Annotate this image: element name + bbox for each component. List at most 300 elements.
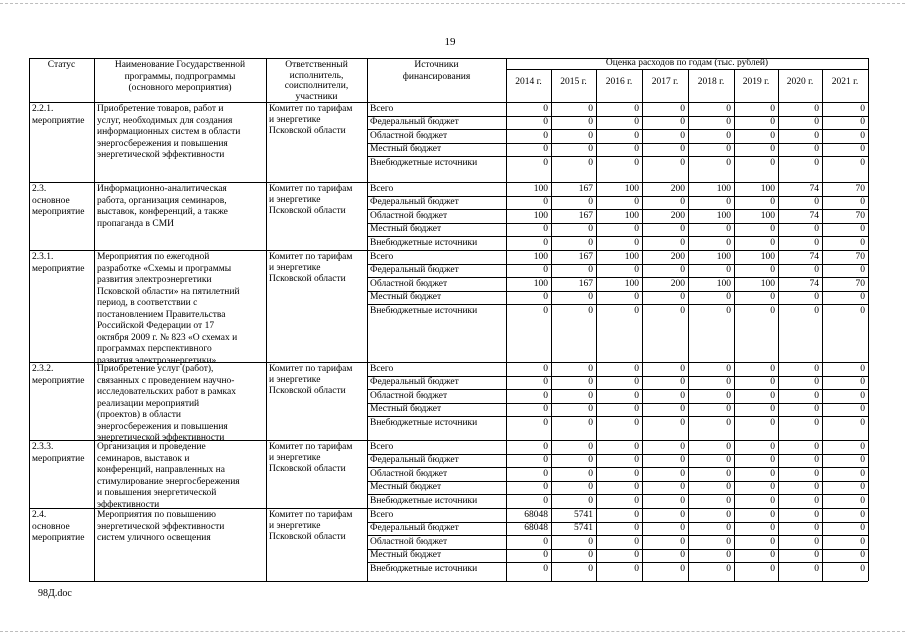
header-name-line: (основного мероприятия) [128, 83, 232, 93]
value-cell: 0 [588, 224, 593, 235]
value-cell: 0 [726, 144, 731, 155]
section-name-line: период, в соответствии с [97, 298, 198, 308]
value-cell: 0 [770, 550, 775, 561]
value-cell: 74 [809, 251, 819, 262]
value-cell: 0 [814, 157, 819, 168]
source-label: Местный бюджет [370, 550, 442, 561]
value-cell: 0 [543, 130, 548, 141]
value-cell: 0 [726, 482, 731, 493]
value-cell: 0 [814, 197, 819, 208]
header-year: 2016 г. [605, 77, 633, 87]
value-cell: 0 [814, 265, 819, 276]
value-cell: 0 [634, 265, 639, 276]
value-cell: 0 [726, 536, 731, 547]
source-label: Местный бюджет [370, 144, 442, 155]
value-cell: 0 [860, 265, 865, 276]
value-cell: 0 [543, 157, 548, 168]
value-cell: 0 [588, 363, 593, 374]
value-cell: 0 [680, 536, 685, 547]
value-cell: 0 [680, 292, 685, 303]
value-cell: 0 [726, 197, 731, 208]
value-cell: 0 [634, 468, 639, 479]
value-cell: 0 [680, 468, 685, 479]
value-cell: 0 [860, 455, 865, 466]
value-cell: 0 [634, 455, 639, 466]
value-cell: 0 [588, 144, 593, 155]
value-cell: 0 [543, 455, 548, 466]
value-cell: 0 [634, 404, 639, 415]
section-name-line: работа, организация семинаров, [97, 195, 227, 206]
value-cell: 167 [578, 183, 593, 194]
section-status: основное [32, 195, 70, 206]
value-cell: 0 [860, 563, 865, 574]
section-name-line: информационных систем в области [97, 127, 241, 137]
section-status: 2.3.1. [32, 252, 54, 262]
value-cell: 0 [814, 130, 819, 141]
value-cell: 0 [543, 550, 548, 561]
value-cell: 0 [680, 305, 685, 316]
section-executor-line: и энергетике [269, 115, 321, 126]
value-cell: 0 [680, 117, 685, 128]
source-label: Всего [370, 251, 394, 262]
section-name-line: Мероприятия по ежегодной [97, 252, 210, 262]
value-cell: 0 [860, 390, 865, 401]
value-cell: 0 [814, 468, 819, 479]
value-cell: 0 [680, 417, 685, 428]
section-name-line: развития электроэнергетики [97, 275, 212, 285]
value-cell: 0 [588, 237, 593, 248]
source-label: Всего [370, 363, 394, 374]
value-cell: 100 [716, 278, 731, 289]
value-cell: 100 [624, 251, 639, 262]
source-label: Всего [370, 183, 394, 194]
header-executor-line: соисполнители, [284, 81, 349, 91]
value-cell: 0 [543, 363, 548, 374]
scan-edge-bottom [0, 631, 905, 632]
value-cell: 0 [770, 482, 775, 493]
section-name-line: (проектов) в области [97, 410, 181, 420]
value-cell: 0 [634, 130, 639, 141]
source-label: Внебюджетные источники [370, 237, 478, 248]
value-cell: 0 [680, 482, 685, 493]
section-status: 2.4. [32, 510, 47, 520]
value-cell: 0 [588, 441, 593, 452]
value-cell: 0 [860, 550, 865, 561]
value-cell: 0 [860, 523, 865, 534]
value-cell: 0 [860, 482, 865, 493]
header-year: 2020 г. [786, 77, 814, 87]
value-cell: 0 [680, 563, 685, 574]
section-executor-line: Комитет по тарифам [269, 104, 353, 114]
source-label: Областной бюджет [370, 468, 448, 479]
value-cell: 0 [726, 265, 731, 276]
value-cell: 0 [726, 157, 731, 168]
value-cell: 0 [814, 509, 819, 520]
section-executor-line: и энергетике [269, 521, 321, 532]
value-cell: 0 [814, 563, 819, 574]
header-name-line: программы, подпрограммы [124, 71, 236, 82]
value-cell: 0 [543, 103, 548, 114]
value-cell: 68048 [524, 523, 548, 534]
value-cell: 100 [716, 210, 731, 221]
section-name-line: энергетической эффективности [97, 521, 225, 532]
value-cell: 0 [588, 417, 593, 428]
source-label: Федеральный бюджет [370, 377, 459, 388]
value-cell: 0 [770, 363, 775, 374]
section-executor-line: и энергетике [269, 375, 321, 386]
value-cell: 0 [543, 390, 548, 401]
value-cell: 0 [770, 237, 775, 248]
value-cell: 0 [770, 157, 775, 168]
value-cell: 0 [588, 377, 593, 388]
value-cell: 0 [726, 550, 731, 561]
source-label: Местный бюджет [370, 292, 442, 303]
section-name-line: Организация и проведение [97, 442, 206, 452]
table-border-right [868, 58, 869, 581]
value-cell: 0 [680, 197, 685, 208]
value-cell: 0 [770, 292, 775, 303]
value-cell: 0 [726, 417, 731, 428]
value-cell: 0 [726, 468, 731, 479]
value-cell: 0 [680, 377, 685, 388]
value-cell: 0 [543, 563, 548, 574]
header-executor-line: Ответственный [285, 60, 348, 70]
section-name-line: стимулирование энергосбережения [97, 476, 240, 487]
value-cell: 0 [634, 144, 639, 155]
value-cell: 0 [543, 495, 548, 506]
value-cell: 0 [860, 417, 865, 428]
value-cell: 0 [634, 305, 639, 316]
value-cell: 0 [860, 103, 865, 114]
section-executor-line: и энергетике [269, 195, 321, 206]
value-cell: 0 [726, 103, 731, 114]
value-cell: 0 [543, 404, 548, 415]
value-cell: 0 [770, 377, 775, 388]
table-column-line-3 [367, 58, 368, 581]
value-cell: 0 [680, 441, 685, 452]
value-cell: 0 [634, 103, 639, 114]
value-cell: 100 [533, 183, 548, 194]
value-cell: 0 [860, 117, 865, 128]
value-cell: 0 [814, 377, 819, 388]
section-name-line: программах перспективного [97, 344, 212, 354]
section-status: мероприятие [32, 453, 85, 464]
source-label: Всего [370, 441, 394, 452]
value-cell: 0 [543, 441, 548, 452]
section-name-line: реализации мероприятий [97, 398, 200, 409]
section-name-line: Приобретение товаров, работ и [97, 104, 224, 114]
value-cell: 70 [855, 183, 865, 194]
value-cell: 0 [814, 523, 819, 534]
value-cell: 0 [634, 363, 639, 374]
value-cell: 0 [634, 390, 639, 401]
value-cell: 0 [726, 292, 731, 303]
value-cell: 0 [588, 305, 593, 316]
section-name-line: развития электроэнергетики» [97, 355, 217, 366]
section-executor-line: Псковской области [269, 386, 346, 397]
section-executor-line: Комитет по тарифам [269, 184, 353, 194]
value-cell: 0 [726, 363, 731, 374]
value-cell: 0 [588, 130, 593, 141]
source-label: Внебюджетные источники [370, 157, 478, 168]
section-name-line: энергосбережения и повышения [97, 138, 228, 149]
section-name-line: и повышения энергетической [97, 488, 217, 498]
value-cell: 0 [680, 265, 685, 276]
header-year: 2014 г. [515, 77, 542, 87]
section-name-line: выставок, конференций, а также [97, 207, 228, 217]
value-cell: 0 [814, 550, 819, 561]
value-cell: 0 [814, 363, 819, 374]
value-cell: 0 [680, 363, 685, 374]
source-label: Всего [370, 509, 394, 520]
value-cell: 0 [588, 404, 593, 415]
value-cell: 0 [770, 563, 775, 574]
value-cell: 0 [814, 417, 819, 428]
value-cell: 0 [726, 237, 731, 248]
value-cell: 200 [670, 251, 685, 262]
value-cell: 0 [860, 144, 865, 155]
value-cell: 70 [855, 251, 865, 262]
value-cell: 0 [726, 130, 731, 141]
value-cell: 0 [814, 390, 819, 401]
value-cell: 0 [543, 305, 548, 316]
header-executor-line: исполнитель, [289, 70, 344, 81]
value-cell: 0 [814, 441, 819, 452]
value-cell: 0 [860, 292, 865, 303]
value-cell: 167 [578, 278, 593, 289]
header-sources-line: финансирования [402, 71, 471, 82]
value-cell: 0 [588, 455, 593, 466]
value-cell: 0 [634, 377, 639, 388]
value-cell: 0 [770, 523, 775, 534]
value-cell: 0 [860, 237, 865, 248]
value-cell: 100 [716, 183, 731, 194]
value-cell: 0 [860, 404, 865, 415]
value-cell: 0 [588, 550, 593, 561]
value-cell: 0 [543, 237, 548, 248]
value-cell: 0 [680, 237, 685, 248]
scan-edge-top [0, 3, 905, 4]
value-cell: 100 [533, 251, 548, 262]
value-cell: 0 [860, 363, 865, 374]
value-cell: 0 [770, 441, 775, 452]
value-cell: 0 [680, 157, 685, 168]
value-cell: 0 [634, 482, 639, 493]
value-cell: 0 [726, 563, 731, 574]
value-cell: 0 [726, 390, 731, 401]
source-label: Местный бюджет [370, 482, 442, 493]
header-year: 2018 г. [697, 77, 725, 87]
value-cell: 0 [588, 103, 593, 114]
value-cell: 0 [634, 495, 639, 506]
value-cell: 0 [726, 455, 731, 466]
value-cell: 0 [770, 117, 775, 128]
source-label: Федеральный бюджет [370, 523, 459, 534]
section-name-line: постановлением Правительства [97, 309, 226, 320]
value-cell: 70 [855, 210, 865, 221]
section-executor-line: Псковской области [269, 126, 346, 137]
value-cell: 0 [814, 292, 819, 303]
source-label: Внебюджетные источники [370, 305, 478, 316]
value-cell: 0 [543, 468, 548, 479]
source-label: Федеральный бюджет [370, 117, 459, 128]
value-cell: 0 [860, 441, 865, 452]
section-executor-line: Комитет по тарифам [269, 364, 353, 374]
value-cell: 0 [634, 197, 639, 208]
source-label: Местный бюджет [370, 404, 442, 415]
value-cell: 0 [726, 377, 731, 388]
value-cell: 0 [588, 563, 593, 574]
source-label: Внебюджетные источники [370, 495, 478, 506]
value-cell: 0 [680, 130, 685, 141]
value-cell: 0 [860, 197, 865, 208]
value-cell: 0 [814, 103, 819, 114]
value-cell: 0 [726, 509, 731, 520]
value-cell: 0 [634, 417, 639, 428]
value-cell: 0 [543, 536, 548, 547]
value-cell: 167 [578, 210, 593, 221]
section-name-line: энергетической эффективности [97, 433, 225, 443]
section-status: мероприятие [32, 263, 85, 274]
value-cell: 0 [860, 157, 865, 168]
value-cell: 0 [770, 417, 775, 428]
value-cell: 0 [680, 509, 685, 520]
value-cell: 100 [624, 278, 639, 289]
section-status: основное [32, 521, 70, 532]
value-cell: 0 [588, 495, 593, 506]
value-cell: 0 [588, 468, 593, 479]
table-column-line-1 [94, 58, 95, 581]
file-name: 98Д.doc [38, 588, 72, 599]
value-cell: 0 [814, 237, 819, 248]
value-cell: 0 [770, 509, 775, 520]
value-cell: 68048 [524, 509, 548, 520]
section-name-line: семинаров, выставок и [97, 453, 190, 464]
section-executor-line: Псковской области [269, 206, 346, 217]
table-column-line-2 [266, 58, 267, 581]
value-cell: 200 [670, 210, 685, 221]
value-cell: 100 [533, 210, 548, 221]
value-cell: 0 [634, 563, 639, 574]
value-cell: 0 [680, 404, 685, 415]
value-cell: 100 [624, 183, 639, 194]
value-cell: 0 [634, 157, 639, 168]
section-bottom-border [29, 581, 868, 582]
value-cell: 0 [634, 117, 639, 128]
value-cell: 100 [760, 251, 775, 262]
value-cell: 0 [814, 144, 819, 155]
value-cell: 200 [670, 183, 685, 194]
value-cell: 0 [543, 377, 548, 388]
value-cell: 0 [543, 224, 548, 235]
value-cell: 0 [543, 144, 548, 155]
page-number: 19 [444, 36, 456, 48]
value-cell: 0 [588, 482, 593, 493]
section-status: 2.2.1. [32, 104, 54, 114]
section-executor-line: и энергетике [269, 453, 321, 464]
header-year: 2017 г. [651, 77, 679, 87]
header-name-line: Наименование Государственной [114, 60, 246, 70]
section-status: мероприятие [32, 115, 85, 126]
value-cell: 0 [588, 117, 593, 128]
section-name-line: Информационно-аналитическая [97, 184, 227, 194]
value-cell: 0 [634, 523, 639, 534]
value-cell: 0 [770, 468, 775, 479]
value-cell: 0 [588, 157, 593, 168]
value-cell: 0 [680, 455, 685, 466]
value-cell: 0 [770, 144, 775, 155]
section-name-line: связанных с проведением научно- [97, 375, 235, 386]
source-label: Федеральный бюджет [370, 197, 459, 208]
section-status: 2.3. [32, 184, 47, 194]
section-executor-line: Псковской области [269, 274, 346, 285]
value-cell: 0 [543, 292, 548, 303]
value-cell: 0 [680, 495, 685, 506]
value-cell: 0 [588, 292, 593, 303]
section-executor-line: Комитет по тарифам [269, 252, 353, 262]
value-cell: 0 [814, 495, 819, 506]
value-cell: 0 [860, 536, 865, 547]
source-label: Федеральный бюджет [370, 265, 459, 276]
value-cell: 0 [770, 455, 775, 466]
value-cell: 0 [680, 390, 685, 401]
value-cell: 100 [624, 210, 639, 221]
value-cell: 0 [770, 130, 775, 141]
header-year: 2015 г. [560, 77, 587, 87]
section-name-line: разработке «Схемы и программы [97, 263, 232, 274]
value-cell: 0 [634, 550, 639, 561]
value-cell: 0 [860, 468, 865, 479]
value-cell: 74 [809, 183, 819, 194]
value-cell: 100 [760, 183, 775, 194]
value-cell: 100 [760, 210, 775, 221]
value-cell: 70 [855, 278, 865, 289]
value-cell: 0 [770, 305, 775, 316]
value-cell: 0 [543, 265, 548, 276]
value-cell: 0 [726, 224, 731, 235]
value-cell: 0 [634, 237, 639, 248]
section-status: 2.3.3. [32, 442, 54, 452]
value-cell: 0 [860, 495, 865, 506]
value-cell: 0 [770, 390, 775, 401]
header-executor-line: участники [295, 91, 338, 102]
header-year: 2019 г. [742, 77, 770, 87]
section-executor-line: и энергетике [269, 263, 321, 274]
source-label: Областной бюджет [370, 536, 448, 547]
value-cell: 0 [726, 441, 731, 452]
section-name-line: исследовательских работ в рамках [97, 387, 236, 397]
section-name-line: услуг, необходимых для создания [97, 115, 233, 126]
section-executor-line: Псковской области [269, 464, 346, 475]
value-cell: 0 [860, 509, 865, 520]
section-name-line: Российской Федерации от 17 [97, 321, 215, 331]
value-cell: 0 [634, 224, 639, 235]
header-year: 2021 г. [831, 77, 859, 87]
source-label: Всего [370, 103, 394, 114]
value-cell: 200 [670, 278, 685, 289]
value-cell: 0 [726, 305, 731, 316]
value-cell: 0 [814, 455, 819, 466]
value-cell: 0 [770, 103, 775, 114]
section-executor-line: Псковской области [269, 532, 346, 543]
section-status: мероприятие [32, 207, 85, 217]
value-cell: 0 [814, 404, 819, 415]
value-cell: 167 [578, 251, 593, 262]
value-cell: 0 [860, 224, 865, 235]
section-name-line: конференций, направленных на [97, 465, 225, 475]
section-name-line: Псковской области» на пятилетний [97, 286, 240, 297]
section-name-line: энергетической эффективности [97, 150, 225, 160]
